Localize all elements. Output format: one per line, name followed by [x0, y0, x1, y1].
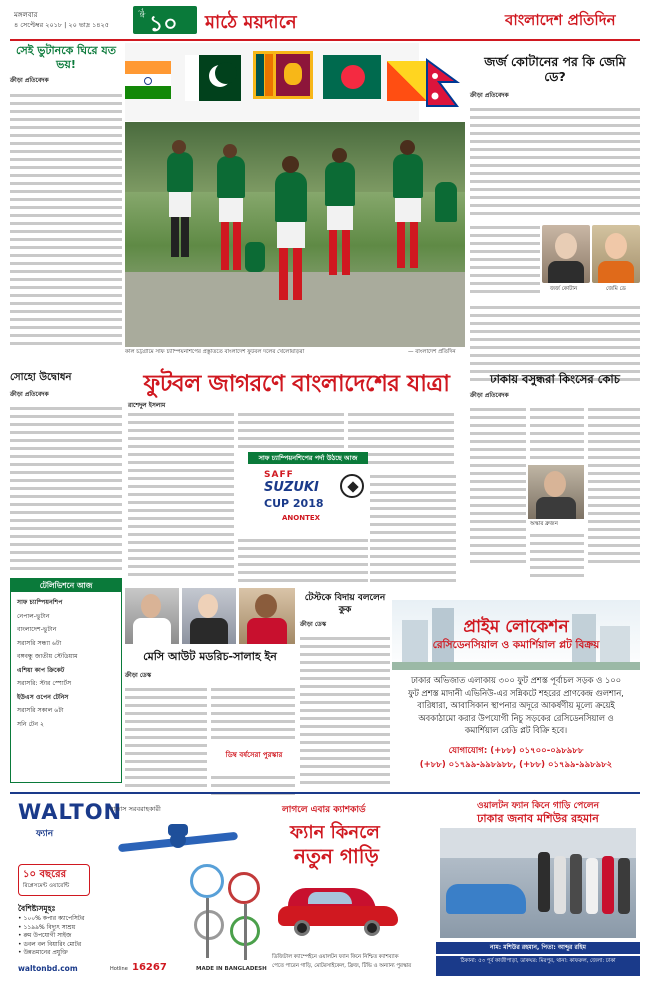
left-top-article	[10, 44, 122, 366]
flag-srilanka	[253, 51, 313, 99]
warranty-years: ১০ বছরের	[23, 869, 67, 880]
features-list	[18, 915, 84, 958]
campaign-main2: নতুন গাড়ি	[294, 844, 379, 868]
feature-item: • ১১৯৯% বিদ্যুৎ সাশ্রয়	[18, 923, 76, 931]
saff-strip: সাফ চ্যাম্পিয়নশিপের পর্দা উঠছে আজ	[248, 452, 368, 464]
winner-main: ঢাকার জনাব মশিউর রহমান	[477, 812, 599, 825]
right-mid-body-1	[470, 403, 526, 579]
today-header: টেলিভিশনে আজ	[11, 579, 121, 592]
portrait-oscar	[528, 465, 584, 519]
today-item: সরাসরি: স্টার স্পোর্টস	[17, 680, 72, 687]
phone-1: (+৮৮) ০১৭০০-০৯৮৯৮৮	[490, 746, 584, 756]
saff-logo	[260, 468, 368, 530]
campaign-top: লাগলে এবার ক্যাশকার্ড	[282, 805, 366, 815]
right-mid-article	[470, 372, 640, 584]
right-top-headline: জর্জ কোটানের পর কি জেমি ডে?	[484, 54, 626, 84]
walton-website: waltonbd.com	[18, 964, 78, 973]
property-phone-row	[392, 744, 640, 758]
property-body-line: ফুট প্রশস্ত মাদানী এভিনিউ-এর সন্নিকটে শহরের প্রাণকেন্দ্র গুলশান,	[408, 687, 624, 698]
caption-oscar: অস্কার ব্রুজন	[530, 521, 558, 527]
left-top-byline: ক্রীড়া প্রতিবেদক	[10, 77, 49, 84]
photo-caption: কাল চট্টগ্রামে সাফ চ্যাম্পিয়নশিপের প্রস্তুতিতে বাংলাদেশ ফুটবল দলের খেলোয়াড়রা	[125, 349, 305, 355]
today-item: বাংলাদেশ-ভুটান	[17, 626, 57, 633]
phone-label: যোগাযোগ:	[448, 746, 488, 756]
masthead-weekday: মঙ্গলবার	[14, 11, 38, 19]
left-top-headline: সেই ভুটানকে ঘিরে যত ভয়!	[15, 44, 116, 71]
player-figure	[275, 172, 307, 222]
today-item: নেপাল-ভুটান	[17, 612, 50, 620]
feature-item: • উন্নতমানের প্রযুক্তি	[18, 949, 68, 956]
today-item: সরাসরি সকাল ৬টা	[17, 707, 64, 714]
today-item: সনি টেন ২	[17, 720, 45, 728]
messi-body-1	[125, 683, 207, 801]
campaign-panel	[272, 800, 432, 950]
feature-item: • রুম উপযোগী সাইজ	[18, 932, 72, 939]
messi-photos	[125, 588, 295, 644]
fan-lineup	[188, 860, 268, 964]
portrait-modric	[182, 588, 236, 644]
banner-body-col2	[238, 408, 344, 450]
section-title: মাঠে ময়দানে	[205, 12, 297, 33]
property-body-line: অবকাঠামো করার উপযোগী নিচু সড়কের রেসিডেনসিয়াল ও	[418, 712, 614, 723]
saff-sponsor: ANONTEX	[282, 514, 321, 522]
feature-item: • ডবল বল বিয়ারিং মোটর	[18, 940, 82, 948]
player-figure	[167, 152, 193, 192]
flag-nepal	[425, 58, 461, 108]
page-label: পৃষ্ঠা	[138, 8, 145, 18]
property-body	[396, 674, 636, 737]
left-mid-headline: সোহো উদ্বোধন	[10, 372, 72, 383]
today-item: সরাসরি সন্ধ্যা ৬টা	[17, 639, 62, 647]
cook-body	[300, 632, 390, 792]
property-body-line: ঢাকার অভিজাত এলাকায় ৩০০ ফুট প্রশস্ত পূর্বাচল সড়ক ও ১০০	[410, 675, 622, 685]
caption-kotan: জর্জ কোটান	[550, 286, 578, 292]
cook-headline: টেস্টকে বিদায় বললেন কুক	[304, 593, 386, 615]
property-phone-2: (+৮৮) ০১৭৯৯-৯৯৮৯৮৮, (+৮৮) ০১৭৯৯-৯৯৮৯৮২	[419, 760, 613, 770]
left-mid-body	[10, 402, 122, 582]
masthead	[0, 0, 650, 40]
flag-pakistan	[185, 55, 241, 101]
flags-strip	[125, 43, 419, 121]
warranty-badge	[18, 864, 90, 896]
brand-logo: বাংলাদেশ প্রতিদিন	[505, 11, 616, 29]
feature-item: • ১০০% কপার ক্যাপেসিটর	[18, 915, 85, 922]
hotline-label: Hotline	[110, 966, 128, 972]
cook-article	[300, 588, 390, 788]
winner-panel	[436, 794, 640, 978]
photo-credit: — বাংলাদেশ প্রতিদিন	[408, 349, 456, 355]
right-mid-body-4	[588, 403, 640, 579]
messi-byline: ক্রীড়া ডেস্ক	[125, 672, 152, 679]
portrait-salah	[239, 588, 295, 644]
winner-address: ঠিকানা: ৫৩ পূর্ব কাজীপাড়া, ডাকঘর: মিরপুর, থানা: কাফরুল, জেলা: ঢাকা	[436, 956, 640, 976]
property-subtitle: রেসিডেনসিয়াল ও কমার্শিয়াল প্লট বিক্রয়	[432, 639, 600, 651]
dimbo-label: ডিম্ব বর্ষসেরা পুরস্কার	[225, 751, 283, 759]
right-mid-body-2	[530, 403, 584, 463]
right-top-body-2	[470, 221, 540, 301]
banner-body-col1	[128, 408, 234, 586]
banner-byline: রাশেদুল ইসলাম	[128, 402, 166, 409]
main-photo	[125, 122, 465, 347]
winner-name: নাম: মশিউর রহমান, পিতা: আব্দুর রহিম	[436, 942, 640, 954]
banner-body-col2c	[238, 534, 368, 586]
messi-article	[125, 588, 295, 788]
right-mid-headline: ঢাকায় বসুন্ধরা কিংসের কোচ	[490, 372, 620, 386]
campaign-footer-1: ডিজিটাল ক্যাম্পেইনে ওয়ালটন ফ্যান কিনে নিশ্চিত ক্যাশব্যাক	[272, 954, 399, 960]
left-mid-byline: ক্রীড়া প্রতিবেদক	[10, 391, 49, 398]
car-image	[278, 882, 398, 938]
caption-jamie-day: জেমি ডে	[606, 286, 626, 292]
today-item: ইউএস ওপেন টেনিস	[17, 693, 69, 701]
property-body-line: কমার্শিয়াল রেডি প্লট বিক্রি হবে।	[464, 725, 568, 735]
banner-headline: ফুটবল জাগরণে বাংলাদেশের যাত্রা	[143, 371, 450, 397]
right-top-byline: ক্রীড়া প্রতিবেদক	[470, 92, 509, 99]
left-mid-article	[10, 370, 122, 575]
right-top-body-1	[470, 103, 640, 221]
messi-headline: মেসি আউট মডরিচ-সালাহ ইন	[143, 650, 277, 663]
hotline-number: 16267	[132, 962, 167, 973]
flag-bhutan	[387, 61, 427, 101]
today-item: সাফ চ্যাম্পিয়নশিপ	[17, 599, 63, 606]
right-mid-byline: ক্রীড়া প্রতিবেদক	[470, 392, 509, 399]
winner-photo	[440, 828, 636, 938]
football-icon	[340, 474, 364, 498]
cook-byline: ক্রীড়া ডেস্ক	[300, 621, 327, 628]
banner-body-col3b	[370, 470, 456, 586]
page-number-box	[133, 6, 197, 37]
masthead-rule	[10, 39, 640, 41]
portrait-ronaldo	[125, 588, 179, 644]
property-title: প্রাইম লোকেশন	[463, 617, 569, 637]
player-figure	[393, 154, 423, 198]
property-body-line: বারিধারা, আবাসিকান স্থাপনার অদূরে আকর্ষণীয় মূল্যে ক্রয়েই	[417, 700, 615, 710]
left-top-body	[10, 89, 122, 359]
property-ad	[392, 600, 640, 790]
today-box	[10, 578, 122, 783]
right-mid-body-3	[530, 529, 584, 579]
today-item: এশিয়া কাপ ক্রিকেট	[17, 666, 65, 674]
saff-logo-cup: CUP 2018	[264, 497, 324, 510]
right-top-article	[470, 44, 640, 364]
walton-product: ফ্যান	[36, 829, 54, 839]
features-title: বৈশিষ্ট্যসমূহঃ	[18, 904, 56, 913]
warranty-text: রিপ্লেসমেন্ট ওয়ারেন্টি	[23, 883, 70, 889]
ceiling-fan-image	[118, 824, 238, 864]
player-figure	[217, 156, 245, 198]
flag-india	[125, 61, 171, 99]
page-number: ১০	[149, 12, 178, 37]
made-in-bd: MADE IN BANGLADESH	[196, 966, 267, 972]
saff-logo-mid: SUZUKI	[264, 480, 319, 495]
portrait-jamie-day	[592, 225, 640, 283]
saff-logo-top: SAFF	[264, 470, 294, 480]
today-item: বঙ্গবন্ধু জাতীয় স্টেডিয়াম	[17, 653, 78, 660]
walton-tag: বাতাস সরবরাহকারী	[110, 805, 161, 813]
walton-logo: WALTON	[18, 800, 123, 824]
walton-left-panel	[10, 794, 190, 978]
portrait-kotan	[542, 225, 590, 283]
campaign-main1: ফ্যান কিনলে	[290, 822, 380, 843]
flag-bangladesh	[323, 55, 381, 99]
messi-body-2	[211, 683, 295, 749]
walton-ad	[10, 792, 640, 978]
campaign-footer-2: পেতে পারেন গাড়ি, মোটরসাইকেল, ফ্রিজ, টিভি ও অন্যান্য পুরস্কার	[272, 963, 412, 969]
masthead-date: ৪ সেপ্টেম্বর ২০১৮ | ২০ ভাদ্র ১৪২৫	[14, 21, 109, 29]
today-list	[11, 592, 121, 735]
winner-top: ওয়ালটন ফ্যান কিনে গাড়ি পেলেন	[476, 801, 600, 811]
player-figure	[325, 162, 355, 206]
